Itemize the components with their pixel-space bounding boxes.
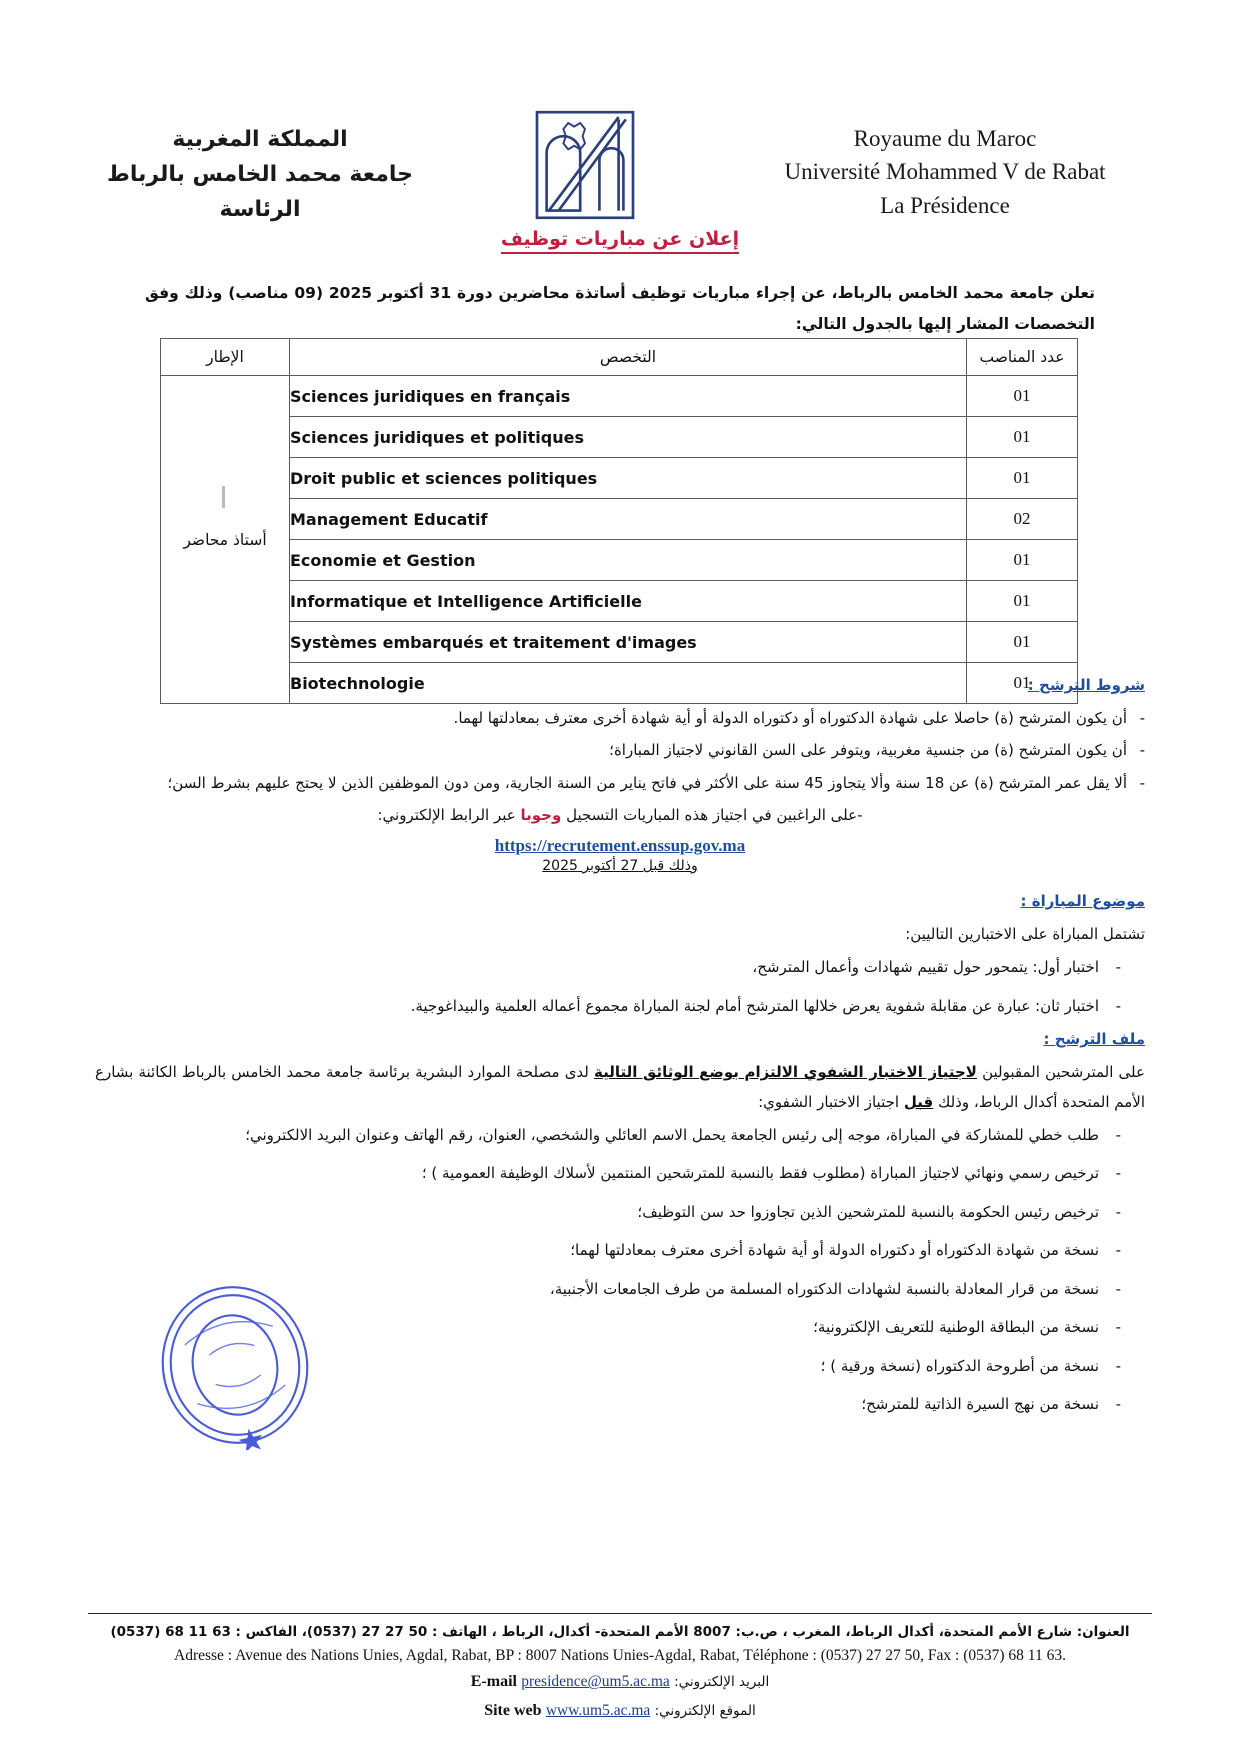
cell-specialty: Economie et Gestion — [290, 540, 967, 581]
header-ar-line-1: المملكة المغربية — [172, 127, 348, 152]
intro-paragraph: تعلن جامعة محمد الخامس بالرباط، عن إجراء مباريات توظيف أساتذة محاضرين دورة 31 أكتوبر 2025 (09 مناصب) وذلك وفق التخصصات المشار إليها بالجدول التالي: — [145, 284, 1095, 333]
dossier-intro-part-1: على المترشحين المقبولين — [982, 1063, 1145, 1082]
cell-positions: 02 — [967, 499, 1078, 540]
list-item: - ترخيص رئيس الحكومة بالنسبة للمترشحين الذين تجاوزوا حد سن التوظيف؛ — [95, 1198, 1145, 1227]
table-header-row — [161, 339, 1078, 376]
section-heading-conditions-text: شروط الترشح : — [1027, 676, 1145, 694]
registration-instruction — [95, 801, 1145, 830]
header-fr-line-2: Université Mohammed V de Rabat — [784, 159, 1106, 185]
header-ar-line-3: الرئاسة — [219, 197, 301, 223]
cell-frame: أستاذ محاضر — [161, 376, 290, 704]
header-arabic-block — [95, 100, 425, 228]
column-header-specialty: التخصص — [290, 339, 967, 376]
list-item: - ترخيص رسمي ونهائي لاجتياز المباراة (مطلوب فقط بالنسبة للمترشحين المنتمين لأسلاك الوظيفة العمومية ) ؛ — [95, 1159, 1145, 1188]
footer-website-line: الموقع الإلكتروني: www.um5.ac.ma Site web — [88, 1697, 1152, 1726]
registration-prefix: -على الراغبين في اجتياز هذه المباريات التسجيل — [566, 805, 863, 824]
registration-link[interactable]: https://recrutement.enssup.gov.ma — [494, 836, 746, 855]
footer-site-label-fr: Site web — [484, 1702, 542, 1720]
footer-email-line: البريد الإلكتروني: presidence@um5.ac.ma E-mail — [88, 1668, 1152, 1697]
subject-list — [95, 953, 1145, 1020]
list-item: - نسخة من قرار المعادلة بالنسبة لشهادات الدكتوراه المسلمة من طرف الجامعات الأجنبية، — [95, 1275, 1145, 1304]
dossier-intro-emphasis-2: قبل — [903, 1092, 934, 1111]
list-item: - نسخة من أطروحة الدكتوراه (نسخة ورقية ) ؛ — [95, 1352, 1145, 1381]
cell-positions: 01 — [967, 376, 1078, 417]
column-header-frame: الإطار — [161, 339, 290, 376]
list-item: - اختبار ثان: عبارة عن مقابلة شفوية يعرض خلالها المترشح أمام لجنة المباراة مجموع أعماله العلمية والبيداغوجية. — [95, 992, 1145, 1021]
specialties-table-wrapper — [160, 338, 1078, 704]
registration-suffix: عبر الرابط الإلكتروني: — [377, 805, 516, 824]
table-row — [161, 499, 1078, 540]
section-heading-subject-text: موضوع المباراة : — [1020, 892, 1145, 910]
cell-positions: 01 — [967, 622, 1078, 663]
conditions-list — [95, 704, 1145, 798]
header-fr-line-3: La Présidence — [880, 192, 1010, 218]
cell-specialty: Sciences juridiques en français — [290, 376, 967, 417]
cell-positions: 01 — [967, 417, 1078, 458]
cell-positions: 01 — [967, 540, 1078, 581]
footer-website-link[interactable]: www.um5.ac.ma — [545, 1702, 651, 1720]
list-item: - أن يكون المترشح (ة) من جنسية مغربية، ويتوفر على السن القانوني لاجتياز المباراة؛ — [95, 736, 1145, 765]
header-ar-line-2: جامعة محمد الخامس بالرباط — [107, 162, 413, 188]
dossier-intro — [95, 1058, 1145, 1117]
table-row — [161, 622, 1078, 663]
column-header-positions: عدد المناصب — [967, 339, 1078, 376]
footer-email-label-fr: E-mail — [470, 1673, 517, 1691]
page-title — [0, 228, 1240, 250]
list-item: - طلب خطي للمشاركة في المباراة، موجه إلى رئيس الجامعة يحمل الاسم العائلي والشخصي، العنوان، رقم الهاتف وعنوان البريد الالكتروني؛ — [95, 1121, 1145, 1150]
scan-artifact — [222, 486, 225, 508]
cell-specialty: Sciences juridiques et politiques — [290, 417, 967, 458]
table-row — [161, 417, 1078, 458]
university-crest-icon — [503, 100, 668, 230]
subject-lead: تشتمل المباراة على الاختبارين التاليين: — [905, 925, 1145, 943]
list-item: - أن يكون المترشح (ة) حاصلا على شهادة الدكتوراه أو دكتوراه الدولة أو أية شهادة أخرى معترف بمعادلتها لهما. — [95, 704, 1145, 733]
footer-email-label-ar: البريد الإلكتروني — [678, 1674, 770, 1691]
page-title-text: إعلان عن مباريات توظيف — [501, 228, 739, 254]
table-row — [161, 540, 1078, 581]
cell-positions: 01 — [967, 663, 1078, 704]
registration-deadline: وذلك قبل 27 أكتوبر 2025 — [542, 858, 698, 874]
footer-address-arabic: العنوان: شارع الأمم المتحدة، أكدال الرباط، المغرب ، ص.ب: 8007 الأمم المتحدة- أكدال، الرباط ، الهاتف : 50 27 27 (0537)، الفاكس : 63 11 68 (0537) — [110, 1624, 1130, 1641]
official-stamp-icon — [150, 1280, 320, 1450]
dossier-intro-part-2: لدى مصلحة الموارد البشرية برئاسة جامعة محمد الخامس بالرباط الكائنة بشارع الأمم المتحدة أكدال الرباط، وذلك — [95, 1063, 1145, 1111]
dossier-intro-emphasis: لاجتياز الاختبار الشفوي الالتزام بوضع الوثائق التالية — [594, 1063, 977, 1082]
footer-email-link[interactable]: presidence@um5.ac.ma — [521, 1673, 670, 1691]
cell-positions: 01 — [967, 458, 1078, 499]
cell-specialty: Informatique et Intelligence Artificielle — [290, 581, 967, 622]
table-row — [161, 458, 1078, 499]
cell-specialty: Biotechnologie — [290, 663, 967, 704]
table-row — [161, 581, 1078, 622]
document-footer — [88, 1613, 1152, 1726]
header-fr-line-1: Royaume du Maroc — [853, 126, 1037, 151]
list-item: - ألا يقل عمر المترشح (ة) عن 18 سنة وألا يتجاوز 45 سنة على الأكثر في فاتح يناير من السنة الجارية، ومن دون الموظفين الذين لا يحتج عليهم بشرط السن؛ — [95, 769, 1145, 798]
list-item: - اختبار أول: يتمحور حول تقييم شهادات وأعمال المترشح، — [95, 953, 1145, 982]
specialties-table — [160, 338, 1078, 704]
list-item: - نسخة من نهج السيرة الذاتية للمترشح؛ — [95, 1390, 1145, 1419]
header-french-block — [745, 100, 1145, 222]
cell-specialty: Management Educatif — [290, 499, 967, 540]
cell-specialty: Droit public et sciences politiques — [290, 458, 967, 499]
cell-positions: 01 — [967, 581, 1078, 622]
registration-emphasis: وجوبا — [520, 805, 562, 824]
section-heading-subject — [95, 892, 1145, 910]
section-heading-conditions — [95, 676, 1145, 694]
list-item: - نسخة من شهادة الدكتوراه أو دكتوراه الدولة أو أية شهادة أخرى معترف بمعادلتها لهما؛ — [95, 1236, 1145, 1265]
document-header — [95, 100, 1145, 230]
cell-specialty: Systèmes embarqués et traitement d'images — [290, 622, 967, 663]
dossier-intro-part-3: اجتياز الاختبار الشفوي: — [758, 1092, 900, 1111]
footer-site-label-ar: الموقع الإلكتروني — [659, 1703, 756, 1720]
section-heading-dossier-text: ملف الترشح : — [1043, 1030, 1145, 1049]
section-heading-dossier — [95, 1030, 1145, 1048]
table-row — [161, 376, 1078, 417]
footer-address-french: Adresse : Avenue des Nations Unies, Agdal, Rabat, BP : 8007 Nations Unies-Agdal, Rabat, Téléphone : (0537) 27 27 50, Fax : (0537) 68 11 63. — [174, 1646, 1066, 1664]
list-item: - نسخة من البطاقة الوطنية للتعريف الإلكترونية؛ — [95, 1313, 1145, 1342]
